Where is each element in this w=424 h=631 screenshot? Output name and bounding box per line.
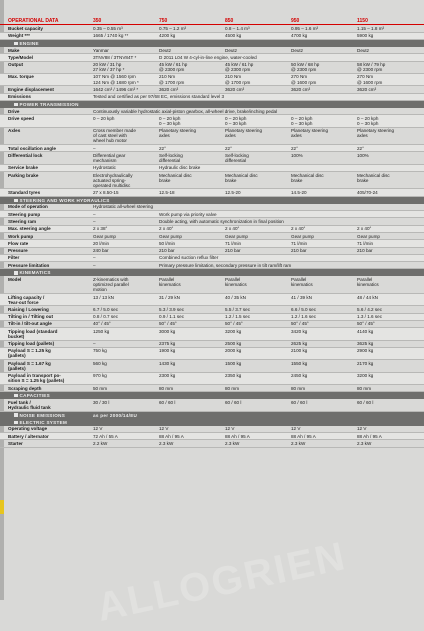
spec-value: 4200 kg	[158, 32, 224, 39]
spec-value: 12.5-20	[224, 189, 290, 196]
spec-value: 1.2 / 1.5 sec	[224, 313, 290, 320]
spec-label: Emissions	[0, 93, 92, 100]
spec-value: Planetary steering axles	[290, 127, 356, 144]
spec-value: 1.15 – 1.8 m³	[356, 25, 424, 32]
spec-value: 3620 cm³	[290, 86, 356, 93]
spec-row	[0, 347, 424, 359]
spec-value: 3TNV88 / 3TNV84T *	[92, 54, 158, 61]
spec-value: 1430 kg	[158, 360, 224, 372]
spec-row	[0, 340, 424, 347]
spec-row	[0, 240, 424, 247]
header-model-950: 950	[290, 18, 356, 25]
spec-value: 71 l/min	[290, 240, 356, 247]
spec-value: Mechanical disc brake	[290, 171, 356, 188]
spec-value: 2100 kg	[290, 347, 356, 359]
spec-value: 100%	[356, 152, 424, 164]
spec-value: Mechanical disc brake	[158, 171, 224, 188]
spec-value: 12 V	[290, 426, 356, 433]
spec-label: Max. steering angle	[0, 225, 92, 232]
spec-value: 2350 kg	[224, 372, 290, 384]
spec-value: 50° / 45°	[224, 320, 290, 327]
section-title	[0, 196, 424, 204]
spec-value: 31 / 29 kN	[158, 293, 224, 305]
spec-row	[0, 211, 424, 218]
spec-value: 240 bar	[92, 247, 158, 254]
spec-row	[0, 293, 424, 305]
spec-value: 210 Nm @ 1700 rpm	[224, 73, 290, 85]
spec-value: Hydraulic disc brake	[158, 164, 424, 171]
spec-label: Work pump	[0, 232, 92, 239]
section-square-icon	[14, 394, 18, 398]
spec-label: Axles	[0, 127, 92, 144]
spec-value: 1.2 / 1.6 sec	[290, 313, 356, 320]
spec-row	[0, 384, 424, 391]
spec-value: 0.35 – 0.55 m³	[92, 25, 158, 32]
spec-value: –	[92, 340, 158, 347]
spec-value: 2.2 kW	[92, 440, 158, 447]
spec-value: Gear pump	[158, 232, 224, 239]
spec-value: 40 / 35 kN	[224, 293, 290, 305]
spec-row	[0, 218, 424, 225]
spec-value: Gear pump	[290, 232, 356, 239]
spec-value: 1500 kg	[224, 360, 290, 372]
spec-value: Parallel kinematics	[224, 276, 290, 293]
spec-label: Parking brake	[0, 171, 92, 188]
spec-value: Hydrostatic	[92, 164, 158, 171]
spec-value: Parallel kinematics	[158, 276, 224, 293]
spec-row	[0, 232, 424, 239]
spec-value: 0 – 20 kph 0 – 30 kph	[290, 115, 356, 127]
section-label: ENGINE	[19, 40, 39, 46]
spec-value: 6.7 / 5.0 sec	[92, 306, 158, 313]
spec-label: Payload S = 1.25 kg (pallets)	[0, 347, 92, 359]
spec-value: Tested and certified as per 97/68 EC, emissions standard level 3	[92, 93, 424, 100]
spec-label: Scraping depth	[0, 384, 92, 391]
spec-value: 2625 kg	[290, 340, 356, 347]
spec-value: 50° / 45°	[158, 320, 224, 327]
yellow-edge-mark	[0, 500, 4, 514]
spec-row	[0, 313, 424, 320]
spec-value: 210 bar	[158, 247, 224, 254]
spec-label: Make	[0, 47, 92, 54]
section-note: as per 2000/14/EU	[92, 411, 424, 419]
spec-value: 22°	[356, 145, 424, 152]
spec-row	[0, 433, 424, 440]
spec-value: 5.3 / 3.9 sec	[158, 306, 224, 313]
section-title	[0, 419, 424, 426]
spec-value: 45 kW / 61 hp @ 2300 rpm	[224, 61, 290, 73]
spec-label: Lifting capacity / Tear-out force	[0, 293, 92, 305]
watermark: ALLOGRIEN	[93, 534, 351, 630]
spec-value: 80 mm	[158, 384, 224, 391]
spec-value: 12 V	[158, 426, 224, 433]
spec-value: 88 Ah / 95 A	[356, 433, 424, 440]
spec-value: 50° / 45°	[290, 320, 356, 327]
spec-value: 60 / 60 l	[356, 399, 424, 411]
spec-value: Differential gear mechanism	[92, 152, 158, 164]
spec-value: Work pump via priority valve	[158, 211, 424, 218]
spec-value: 40° / 45°	[92, 320, 158, 327]
spec-value: 3420 kg	[290, 328, 356, 340]
spec-value: Hydrostatic all-wheel steering	[92, 204, 424, 211]
spec-label: Pressure limitation	[0, 262, 92, 269]
spec-value: Double acting, with automatic synchronization in final position	[158, 218, 424, 225]
spec-value: 107 Nm @ 1560 rpm 124 Nm @ 1680 rpm *	[92, 73, 158, 85]
spec-value: Deutz	[158, 47, 224, 54]
spec-value: 0 – 20 kph 0 – 30 kph	[158, 115, 224, 127]
spec-value: 22°	[290, 145, 356, 152]
section-header-row	[0, 392, 424, 400]
spec-label: Steering pump	[0, 211, 92, 218]
spec-row	[0, 440, 424, 447]
spec-value: Gear pump	[356, 232, 424, 239]
spec-value: 50 l/min	[158, 240, 224, 247]
spec-value: 12 V	[224, 426, 290, 433]
section-label: KINEMATICS	[19, 270, 51, 276]
spec-value: Deutz	[224, 47, 290, 54]
section-header-row	[0, 100, 424, 108]
spec-value: Mechanical disc brake	[224, 171, 290, 188]
spec-value: 3200 kg	[224, 328, 290, 340]
spec-value: 50 mm	[92, 384, 158, 391]
spec-label: Starter	[0, 440, 92, 447]
spec-value: 80 mm	[224, 384, 290, 391]
spec-label: Flow rate	[0, 240, 92, 247]
spec-row	[0, 254, 424, 261]
spec-value: 1.3 / 1.6 sec	[356, 313, 424, 320]
spec-value: 2 x 40°	[158, 225, 224, 232]
spec-value: Planetary steering axles	[158, 127, 224, 144]
spec-label: Battery / alternator	[0, 433, 92, 440]
spec-row	[0, 61, 424, 73]
spec-label: Pressure	[0, 247, 92, 254]
spec-value: 2170 kg	[356, 360, 424, 372]
spec-label: Filter	[0, 254, 92, 261]
spec-value: 6.6 / 5.0 sec	[290, 306, 356, 313]
spec-value: Deutz	[356, 47, 424, 54]
spec-value: Electrohydraulically actuated spring- operated multidisc	[92, 171, 158, 188]
section-header-row	[0, 411, 424, 419]
spec-value: 270 Nm @ 1600 rpm	[356, 73, 424, 85]
header-model-1150: 1150	[356, 18, 424, 25]
section-label: CAPACITIES	[19, 393, 50, 399]
spec-row	[0, 372, 424, 384]
spec-row	[0, 73, 424, 85]
spec-value: Z-kinematics with optimized parallel motion	[92, 276, 158, 293]
spec-value: 1665 / 1740 kg **	[92, 32, 158, 39]
spec-label: Raising / Lowering	[0, 306, 92, 313]
spec-row	[0, 262, 424, 269]
spec-label: Output	[0, 61, 92, 73]
spec-value: 72 Ah / 55 A	[92, 433, 158, 440]
spec-value: 2.3 kW	[224, 440, 290, 447]
spec-value: 71 l/min	[356, 240, 424, 247]
spec-table-body	[0, 18, 424, 447]
spec-value: Combined suction reflux filter	[158, 254, 424, 261]
spec-row	[0, 54, 424, 61]
spec-value: 0 – 20 kph	[92, 115, 158, 127]
spec-row	[0, 25, 424, 32]
spec-label: Payload in transport po- sition S = 1.25 kg (pallets)	[0, 372, 92, 384]
spec-value: 60 / 60 l	[290, 399, 356, 411]
spec-value: 5900 kg	[356, 32, 424, 39]
spec-value: 48 / 44 kN	[356, 293, 424, 305]
spec-row	[0, 276, 424, 293]
spec-label: Payload S = 1.67 kg (pallets)	[0, 360, 92, 372]
spec-row	[0, 164, 424, 171]
spec-value: 210 bar	[356, 247, 424, 254]
spec-value: 1900 kg	[158, 347, 224, 359]
header-model-850: 850	[224, 18, 290, 25]
spec-label: Tilting in / Tilting out	[0, 313, 92, 320]
spec-row	[0, 32, 424, 39]
spec-value: 5.6 / 4.2 sec	[356, 306, 424, 313]
spec-value: Continuously variable hydrostatic axial-piston gearbox, all-wheel drive, brake/inching pedal	[92, 108, 424, 115]
spec-value: –	[92, 218, 158, 225]
spec-row	[0, 127, 424, 144]
spec-value: 0.8 / 0.7 sec	[92, 313, 158, 320]
spec-value: Self-locking differential	[224, 152, 290, 164]
spec-value: –	[92, 145, 158, 152]
spec-value: 270 Nm @ 1600 rpm	[290, 73, 356, 85]
spec-row	[0, 204, 424, 211]
spec-row	[0, 115, 424, 127]
spec-value: Primary pressure limitation, secondary pressure in tilt ram/lift ram	[158, 262, 424, 269]
spec-label: Weight ***	[0, 32, 92, 39]
spec-row	[0, 225, 424, 232]
spec-row	[0, 171, 424, 188]
spec-value: 2000 kg	[224, 347, 290, 359]
header-model-350: 350	[92, 18, 158, 25]
spec-value: 2 x 40°	[224, 225, 290, 232]
spec-value: 22°	[158, 145, 224, 152]
spec-label: Type/Model	[0, 54, 92, 61]
spec-value: 1642 cm³ / 1496 cm³ *	[92, 86, 158, 93]
spec-row	[0, 93, 424, 100]
spec-value: 12 V	[92, 426, 158, 433]
spec-row	[0, 47, 424, 54]
spec-label: Tilt-in / tilt-out angle	[0, 320, 92, 327]
spec-value: 1250 kg	[92, 328, 158, 340]
spec-value: 970 kg	[92, 372, 158, 384]
spec-value: 12.5-18	[158, 189, 224, 196]
spec-label: Tipping load (standard bucket)	[0, 328, 92, 340]
spec-value: 27 x 8.50-15	[92, 189, 158, 196]
spec-value: 45 kW / 61 hp @ 2300 rpm	[158, 61, 224, 73]
section-square-icon	[14, 103, 18, 107]
spec-value: 3620 cm³	[224, 86, 290, 93]
spec-row	[0, 145, 424, 152]
spec-label: Operating voltage	[0, 426, 92, 433]
section-square-icon	[14, 42, 18, 46]
section-title	[0, 392, 424, 400]
spec-value: 3625 kg	[356, 340, 424, 347]
spec-value: 58 kW / 79 hp @ 2300 rpm	[356, 61, 424, 73]
spec-value: D 2011 L04 W 4-cyl-in-line engine, water-cooled	[158, 54, 424, 61]
spec-value: 12 V	[356, 426, 424, 433]
spec-value: 210 bar	[224, 247, 290, 254]
spec-value: 750 kg	[92, 347, 158, 359]
spec-row	[0, 86, 424, 93]
spec-value: 41 / 39 kN	[290, 293, 356, 305]
section-header-row	[0, 269, 424, 277]
spec-row	[0, 247, 424, 254]
spec-label: Fuel tank / Hydraulic fluid tank	[0, 399, 92, 411]
spec-value: 1550 kg	[290, 360, 356, 372]
spec-value: –	[92, 211, 158, 218]
spec-value: 0.95 – 1.6 m³	[290, 25, 356, 32]
spec-value: 50 kW / 68 hp @ 2300 rpm	[290, 61, 356, 73]
spec-value: 88 Ah / 95 A	[158, 433, 224, 440]
spec-value: Parallel kinematics	[356, 276, 424, 293]
spec-value: 2 x 40°	[356, 225, 424, 232]
spec-value: 0 – 20 kph 0 – 30 kph	[224, 115, 290, 127]
spec-value: 560 kg	[92, 360, 158, 372]
spec-value: 88 Ah / 95 A	[224, 433, 290, 440]
spec-value: 5.5 / 3.7 sec	[224, 306, 290, 313]
spec-value: 210 bar	[290, 247, 356, 254]
spec-value: 2.3 kW	[290, 440, 356, 447]
spec-value: 2300 kg	[158, 372, 224, 384]
spec-value: Planetary steering axles	[356, 127, 424, 144]
section-square-icon	[14, 271, 18, 275]
spec-value: 20 l/min	[92, 240, 158, 247]
spec-row	[0, 152, 424, 164]
spec-value: 3200 kg	[356, 372, 424, 384]
spec-label: Differential lock	[0, 152, 92, 164]
spec-value: 2900 kg	[356, 347, 424, 359]
spec-row	[0, 426, 424, 433]
section-label: NOISE EMISSIONS	[19, 412, 66, 418]
spec-row	[0, 360, 424, 372]
section-title	[0, 411, 92, 419]
section-title	[0, 39, 424, 47]
spec-value: 0.9 / 1.1 sec	[158, 313, 224, 320]
spec-value: 210 Nm @ 1700 rpm	[158, 73, 224, 85]
spec-table	[0, 18, 424, 448]
spec-row	[0, 320, 424, 327]
spec-value: 60 / 60 l	[224, 399, 290, 411]
spec-row	[0, 399, 424, 411]
spec-value: 3000 kg	[158, 328, 224, 340]
spec-value: 30 / 30 l	[92, 399, 158, 411]
spec-value: 2.3 kW	[356, 440, 424, 447]
spec-value: 0 – 20 kph 0 – 30 kph	[356, 115, 424, 127]
section-square-icon	[14, 199, 18, 203]
section-label: POWER TRANSMISSION	[19, 101, 79, 107]
spec-value: 2375 kg	[158, 340, 224, 347]
spec-value: 60 / 60 l	[158, 399, 224, 411]
section-square-icon	[14, 421, 18, 425]
spec-label: Mode of operation	[0, 204, 92, 211]
spec-label: Drive speed	[0, 115, 92, 127]
spec-value: 2450 kg	[290, 372, 356, 384]
spec-label: Total oscillation angle	[0, 145, 92, 152]
spec-label: Steering ram	[0, 218, 92, 225]
spec-value: Gear pump	[92, 232, 158, 239]
section-header-row	[0, 196, 424, 204]
section-label: ELECTRIC SYSTEM	[19, 419, 68, 425]
spec-label: Engine displacement	[0, 86, 92, 93]
section-header-row	[0, 39, 424, 47]
spec-value: 50° / 45°	[356, 320, 424, 327]
section-header-row	[0, 419, 424, 426]
spec-value: Cross member made of cast steel with wheel hub motor	[92, 127, 158, 144]
spec-value: Mechanical disc brake	[356, 171, 424, 188]
spec-value: 22°	[224, 145, 290, 152]
spec-value: Yanmar	[92, 47, 158, 54]
spec-row	[0, 108, 424, 115]
spec-value: Self-locking differential	[158, 152, 224, 164]
spec-value: 14.5-20	[290, 189, 356, 196]
spec-value: 88 Ah / 95 A	[290, 433, 356, 440]
spec-value: 20 kW / 31 hp 27 kW / 37 hp *	[92, 61, 158, 73]
spec-label: Tipping load (pallets)	[0, 340, 92, 347]
spec-value: 2 x 40°	[290, 225, 356, 232]
spec-value: 3620 cm³	[356, 86, 424, 93]
section-title	[0, 269, 424, 277]
spec-value: 2 x 38°	[92, 225, 158, 232]
spec-value: 100%	[290, 152, 356, 164]
spec-label: Max. torque	[0, 73, 92, 85]
header-operational-data: OPERATIONAL DATA	[0, 18, 92, 25]
spec-value: 4700 kg	[290, 32, 356, 39]
spec-value: 2.3 kW	[158, 440, 224, 447]
header-model-750: 750	[158, 18, 224, 25]
spec-row	[0, 189, 424, 196]
spec-value: 0.75 – 1.2 m³	[158, 25, 224, 32]
spec-label: Standard tyres	[0, 189, 92, 196]
spec-row	[0, 328, 424, 340]
column-header-row	[0, 18, 424, 25]
spec-value: 13 / 13 kN	[92, 293, 158, 305]
spec-value: 4500 kg	[224, 32, 290, 39]
spec-row	[0, 306, 424, 313]
section-label: STEERING AND WORK HYDRAULICS	[19, 197, 110, 203]
spec-value: Parallel kinematics	[290, 276, 356, 293]
section-title	[0, 100, 424, 108]
spec-value: 4140 kg	[356, 328, 424, 340]
spec-value: –	[92, 262, 158, 269]
spec-value: Deutz	[290, 47, 356, 54]
spec-value: Planetary steering axles	[224, 127, 290, 144]
spec-value: 80 mm	[356, 384, 424, 391]
spec-value: 71 l/min	[224, 240, 290, 247]
spec-label: Model	[0, 276, 92, 293]
spec-value: 0.8 – 1.4 m³	[224, 25, 290, 32]
spec-value: 2500 kg	[224, 340, 290, 347]
spec-value: 80 mm	[290, 384, 356, 391]
spec-value: 3620 cm³	[158, 86, 224, 93]
spec-value: Gear pump	[224, 232, 290, 239]
spec-label: Drive	[0, 108, 92, 115]
spec-value: 405/70-24	[356, 189, 424, 196]
spec-label: Bucket capacity	[0, 25, 92, 32]
spec-label: Service brake	[0, 164, 92, 171]
spec-value: –	[92, 254, 158, 261]
section-square-icon	[14, 413, 18, 417]
